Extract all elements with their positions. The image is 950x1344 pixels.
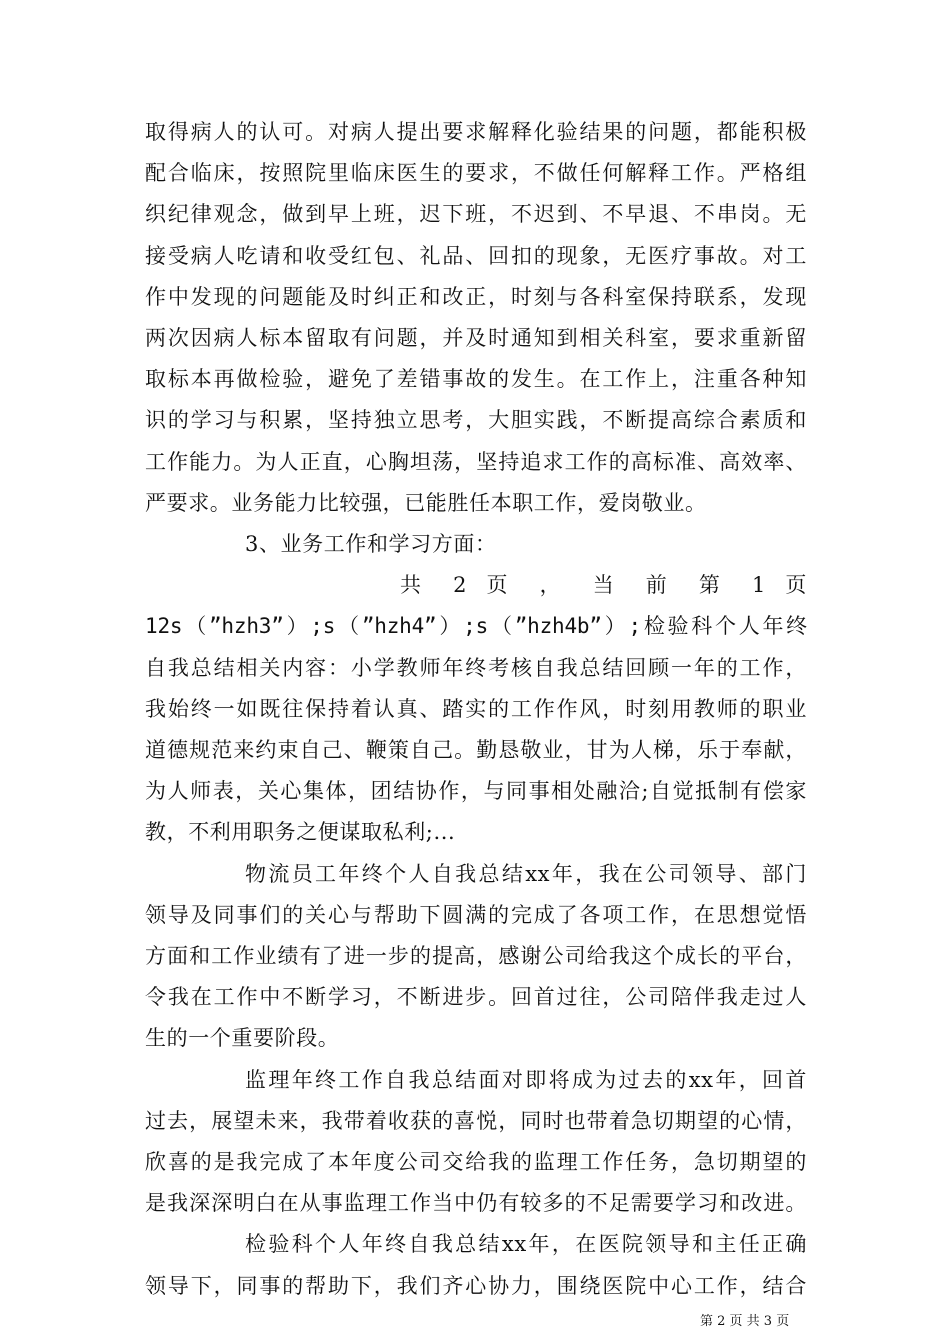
text-line: 令我在工作中不断学习，不断进步。回首过往，公司陪伴我走过人	[145, 985, 807, 1009]
text-line: 教，不利用职务之便谋取私利;...	[145, 820, 456, 844]
text-line: 工作能力。为人正直，心胸坦荡，坚持追求工作的高标准、高效率、	[145, 450, 807, 474]
text-line: 为人师表，关心集体，团结协作，与同事相处融洽;自觉抵制有偿家	[145, 779, 807, 803]
text-line: 取标本再做检验，避免了差错事故的发生。在工作上，注重各种知	[145, 367, 807, 391]
text-line: 是我深深明白在从事监理工作当中仍有较多的不足需要学习和改进。	[145, 1191, 807, 1215]
paragraph-start: 监理年终工作自我总结面对即将成为过去的xx年，回首	[245, 1068, 807, 1092]
text-line: 两次因病人标本留取有问题，并及时通知到相关科室，要求重新留	[145, 326, 807, 350]
section-heading: 3、业务工作和学习方面：	[245, 532, 497, 556]
text-line: 作中发现的问题能及时纠正和改正，时刻与各科室保持联系，发现	[145, 285, 807, 309]
text-line: 12s（”hzh3”）;s（”hzh4”）;s（”hzh4b”）;检验科个人年终	[145, 614, 807, 638]
text-line: 配合临床，按照院里临床医生的要求，不做任何解释工作。严格组	[145, 161, 807, 185]
text-line: 欣喜的是我完成了本年度公司交给我的监理工作任务，急切期望的	[145, 1150, 807, 1174]
text-line: 识的学习与积累，坚持独立思考，大胆实践，不断提高综合素质和	[145, 408, 807, 432]
text-line: 取得病人的认可。对病人提出要求解释化验结果的问题，都能积极	[145, 120, 807, 144]
text-line: 生的一个重要阶段。	[145, 1026, 340, 1050]
paragraph-start: 物流员工年终个人自我总结xx年，我在公司领导、部门	[245, 862, 807, 886]
text-line: 严要求。业务能力比较强，已能胜任本职工作，爱岗敬业。	[145, 491, 707, 515]
text-line: 领导及同事们的关心与帮助下圆满的完成了各项工作，在思想觉悟	[145, 903, 807, 927]
text-line: 领导下，同事的帮助下，我们齐心协力，围绕医院中心工作，结合	[145, 1274, 807, 1298]
text-line: 自我总结相关内容：小学教师年终考核自我总结回顾一年的工作，	[145, 656, 807, 680]
page-footer: 第 2 页 共 3 页	[700, 1314, 790, 1329]
text-line: 方面和工作业绩有了进一步的提高，感谢公司给我这个成长的平台，	[145, 944, 807, 968]
page-count-inline: 共 2 页 ， 当 前 第 1 页	[400, 573, 807, 597]
paragraph-start: 检验科个人年终自我总结xx年，在医院领导和主任正确	[245, 1232, 807, 1256]
text-line: 织纪律观念，做到早上班，迟下班，不迟到、不早退、不串岗。无	[145, 202, 807, 226]
text-line: 道德规范来约束自己、鞭策自己。勤恳敬业，甘为人梯，乐于奉献，	[145, 738, 807, 762]
text-line: 过去，展望未来，我带着收获的喜悦，同时也带着急切期望的心情，	[145, 1109, 807, 1133]
text-line: 接受病人吃请和收受红包、礼品、回扣的现象，无医疗事故。对工	[145, 244, 807, 268]
text-line: 我始终一如既往保持着认真、踏实的工作作风，时刻用教师的职业	[145, 697, 807, 721]
